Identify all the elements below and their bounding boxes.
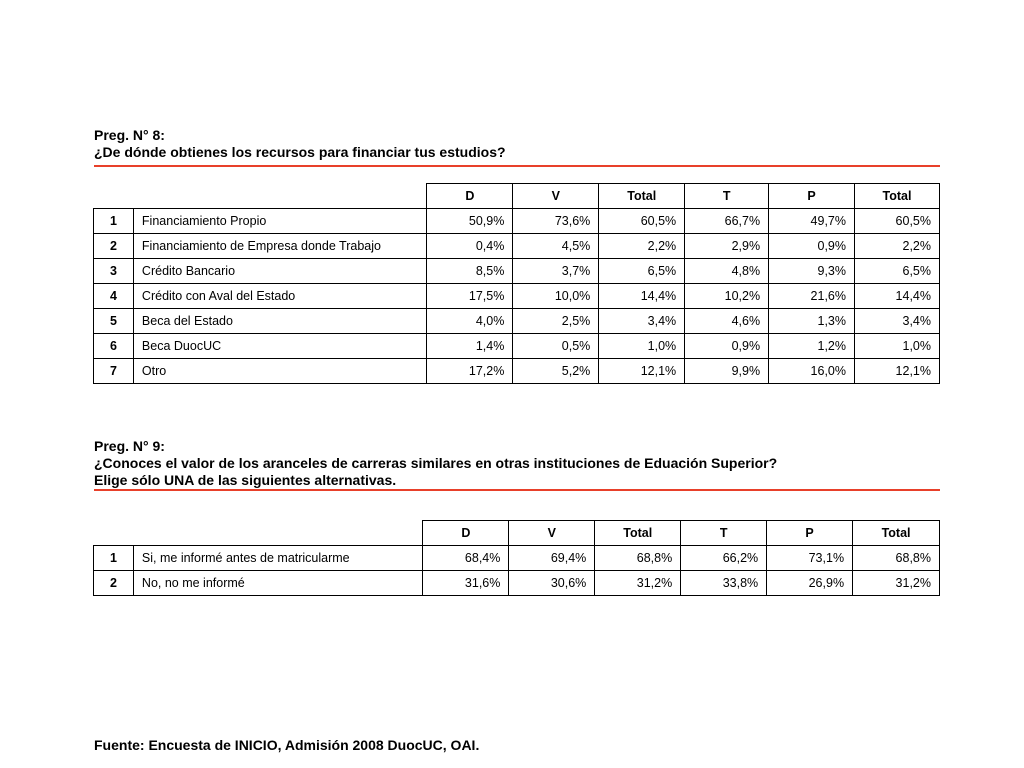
table-row: [94, 259, 940, 284]
cell-value: 30,6%: [509, 571, 595, 596]
table-row: [94, 334, 940, 359]
source-note: Fuente: Encuesta de INICIO, Admisión 2008 DuocUC, OAI.: [94, 737, 480, 753]
table-row: [94, 209, 940, 234]
cell-value: 73,6%: [513, 209, 599, 234]
cell-value: 5,2%: [513, 359, 599, 384]
cell-value: 66,7%: [685, 209, 769, 234]
q9-header-row: [94, 521, 940, 546]
table-row: [94, 571, 940, 596]
cell-value: 1,2%: [769, 334, 855, 359]
cell-value: 14,4%: [855, 284, 940, 309]
row-number: 2: [94, 234, 134, 259]
q9-divider: [94, 489, 940, 491]
q8-title: Preg. N° 8:: [94, 127, 165, 143]
q9-header-blank: [94, 521, 423, 546]
row-label: Financiamiento Propio: [133, 209, 427, 234]
q8-header: [94, 127, 940, 167]
table-row: [94, 284, 940, 309]
table-row: [94, 359, 940, 384]
cell-value: 12,1%: [599, 359, 685, 384]
cell-value: 0,5%: [513, 334, 599, 359]
cell-value: 3,4%: [599, 309, 685, 334]
cell-value: 14,4%: [599, 284, 685, 309]
row-number: 4: [94, 284, 134, 309]
cell-value: 69,4%: [509, 546, 595, 571]
cell-value: 60,5%: [599, 209, 685, 234]
row-label: Crédito con Aval del Estado: [133, 284, 427, 309]
cell-value: 9,3%: [769, 259, 855, 284]
cell-value: 73,1%: [767, 546, 853, 571]
row-label: Si, me informé antes de matricularme: [133, 546, 423, 571]
table-row: [94, 234, 940, 259]
cell-value: 1,3%: [769, 309, 855, 334]
q8-header-blank: [94, 184, 427, 209]
cell-value: 66,2%: [681, 546, 767, 571]
cell-value: 4,5%: [513, 234, 599, 259]
cell-value: 50,9%: [427, 209, 513, 234]
cell-value: 0,9%: [769, 234, 855, 259]
q9-table: [93, 520, 940, 596]
row-label: Beca DuocUC: [133, 334, 427, 359]
cell-value: 60,5%: [855, 209, 940, 234]
column-header: T: [681, 521, 767, 546]
cell-value: 31,2%: [853, 571, 940, 596]
table-row: [94, 309, 940, 334]
cell-value: 9,9%: [685, 359, 769, 384]
row-number: 2: [94, 571, 134, 596]
cell-value: 0,4%: [427, 234, 513, 259]
column-header: P: [767, 521, 853, 546]
q8-divider: [94, 165, 940, 167]
row-number: 3: [94, 259, 134, 284]
cell-value: 68,8%: [595, 546, 681, 571]
cell-value: 2,9%: [685, 234, 769, 259]
cell-value: 3,7%: [513, 259, 599, 284]
row-label: Financiamiento de Empresa donde Trabajo: [133, 234, 427, 259]
q9-title: Preg. N° 9:: [94, 438, 165, 454]
column-header: V: [513, 184, 599, 209]
column-header: D: [423, 521, 509, 546]
row-number: 1: [94, 546, 134, 571]
cell-value: 4,6%: [685, 309, 769, 334]
row-number: 5: [94, 309, 134, 334]
q9-instruction: Elige sólo UNA de las siguientes alternativas.: [94, 472, 397, 488]
cell-value: 1,0%: [855, 334, 940, 359]
cell-value: 31,6%: [423, 571, 509, 596]
cell-value: 12,1%: [855, 359, 940, 384]
cell-value: 1,4%: [427, 334, 513, 359]
column-header: Total: [855, 184, 940, 209]
row-number: 7: [94, 359, 134, 384]
cell-value: 0,9%: [685, 334, 769, 359]
cell-value: 49,7%: [769, 209, 855, 234]
column-header: P: [769, 184, 855, 209]
cell-value: 16,0%: [769, 359, 855, 384]
cell-value: 17,5%: [427, 284, 513, 309]
column-header: Total: [595, 521, 681, 546]
cell-value: 26,9%: [767, 571, 853, 596]
row-label: No, no me informé: [133, 571, 423, 596]
cell-value: 6,5%: [855, 259, 940, 284]
cell-value: 2,2%: [599, 234, 685, 259]
cell-value: 68,4%: [423, 546, 509, 571]
row-label: Crédito Bancario: [133, 259, 427, 284]
column-header: T: [685, 184, 769, 209]
q8-table: [93, 183, 940, 384]
column-header: V: [509, 521, 595, 546]
cell-value: 21,6%: [769, 284, 855, 309]
cell-value: 2,5%: [513, 309, 599, 334]
cell-value: 4,8%: [685, 259, 769, 284]
cell-value: 68,8%: [853, 546, 940, 571]
cell-value: 10,2%: [685, 284, 769, 309]
column-header: D: [427, 184, 513, 209]
q8-question: ¿De dónde obtienes los recursos para financiar tus estudios?: [94, 144, 506, 160]
table-row: [94, 546, 940, 571]
cell-value: 8,5%: [427, 259, 513, 284]
cell-value: 4,0%: [427, 309, 513, 334]
q8-header-row: [94, 184, 940, 209]
row-number: 1: [94, 209, 134, 234]
cell-value: 10,0%: [513, 284, 599, 309]
cell-value: 33,8%: [681, 571, 767, 596]
column-header: Total: [599, 184, 685, 209]
q9-header: [94, 438, 940, 491]
row-number: 6: [94, 334, 134, 359]
cell-value: 17,2%: [427, 359, 513, 384]
cell-value: 1,0%: [599, 334, 685, 359]
cell-value: 3,4%: [855, 309, 940, 334]
row-label: Beca del Estado: [133, 309, 427, 334]
column-header: Total: [853, 521, 940, 546]
cell-value: 6,5%: [599, 259, 685, 284]
cell-value: 31,2%: [595, 571, 681, 596]
row-label: Otro: [133, 359, 427, 384]
q9-question: ¿Conoces el valor de los aranceles de carreras similares en otras instituciones de Eduación Superior?: [94, 455, 778, 471]
cell-value: 2,2%: [855, 234, 940, 259]
